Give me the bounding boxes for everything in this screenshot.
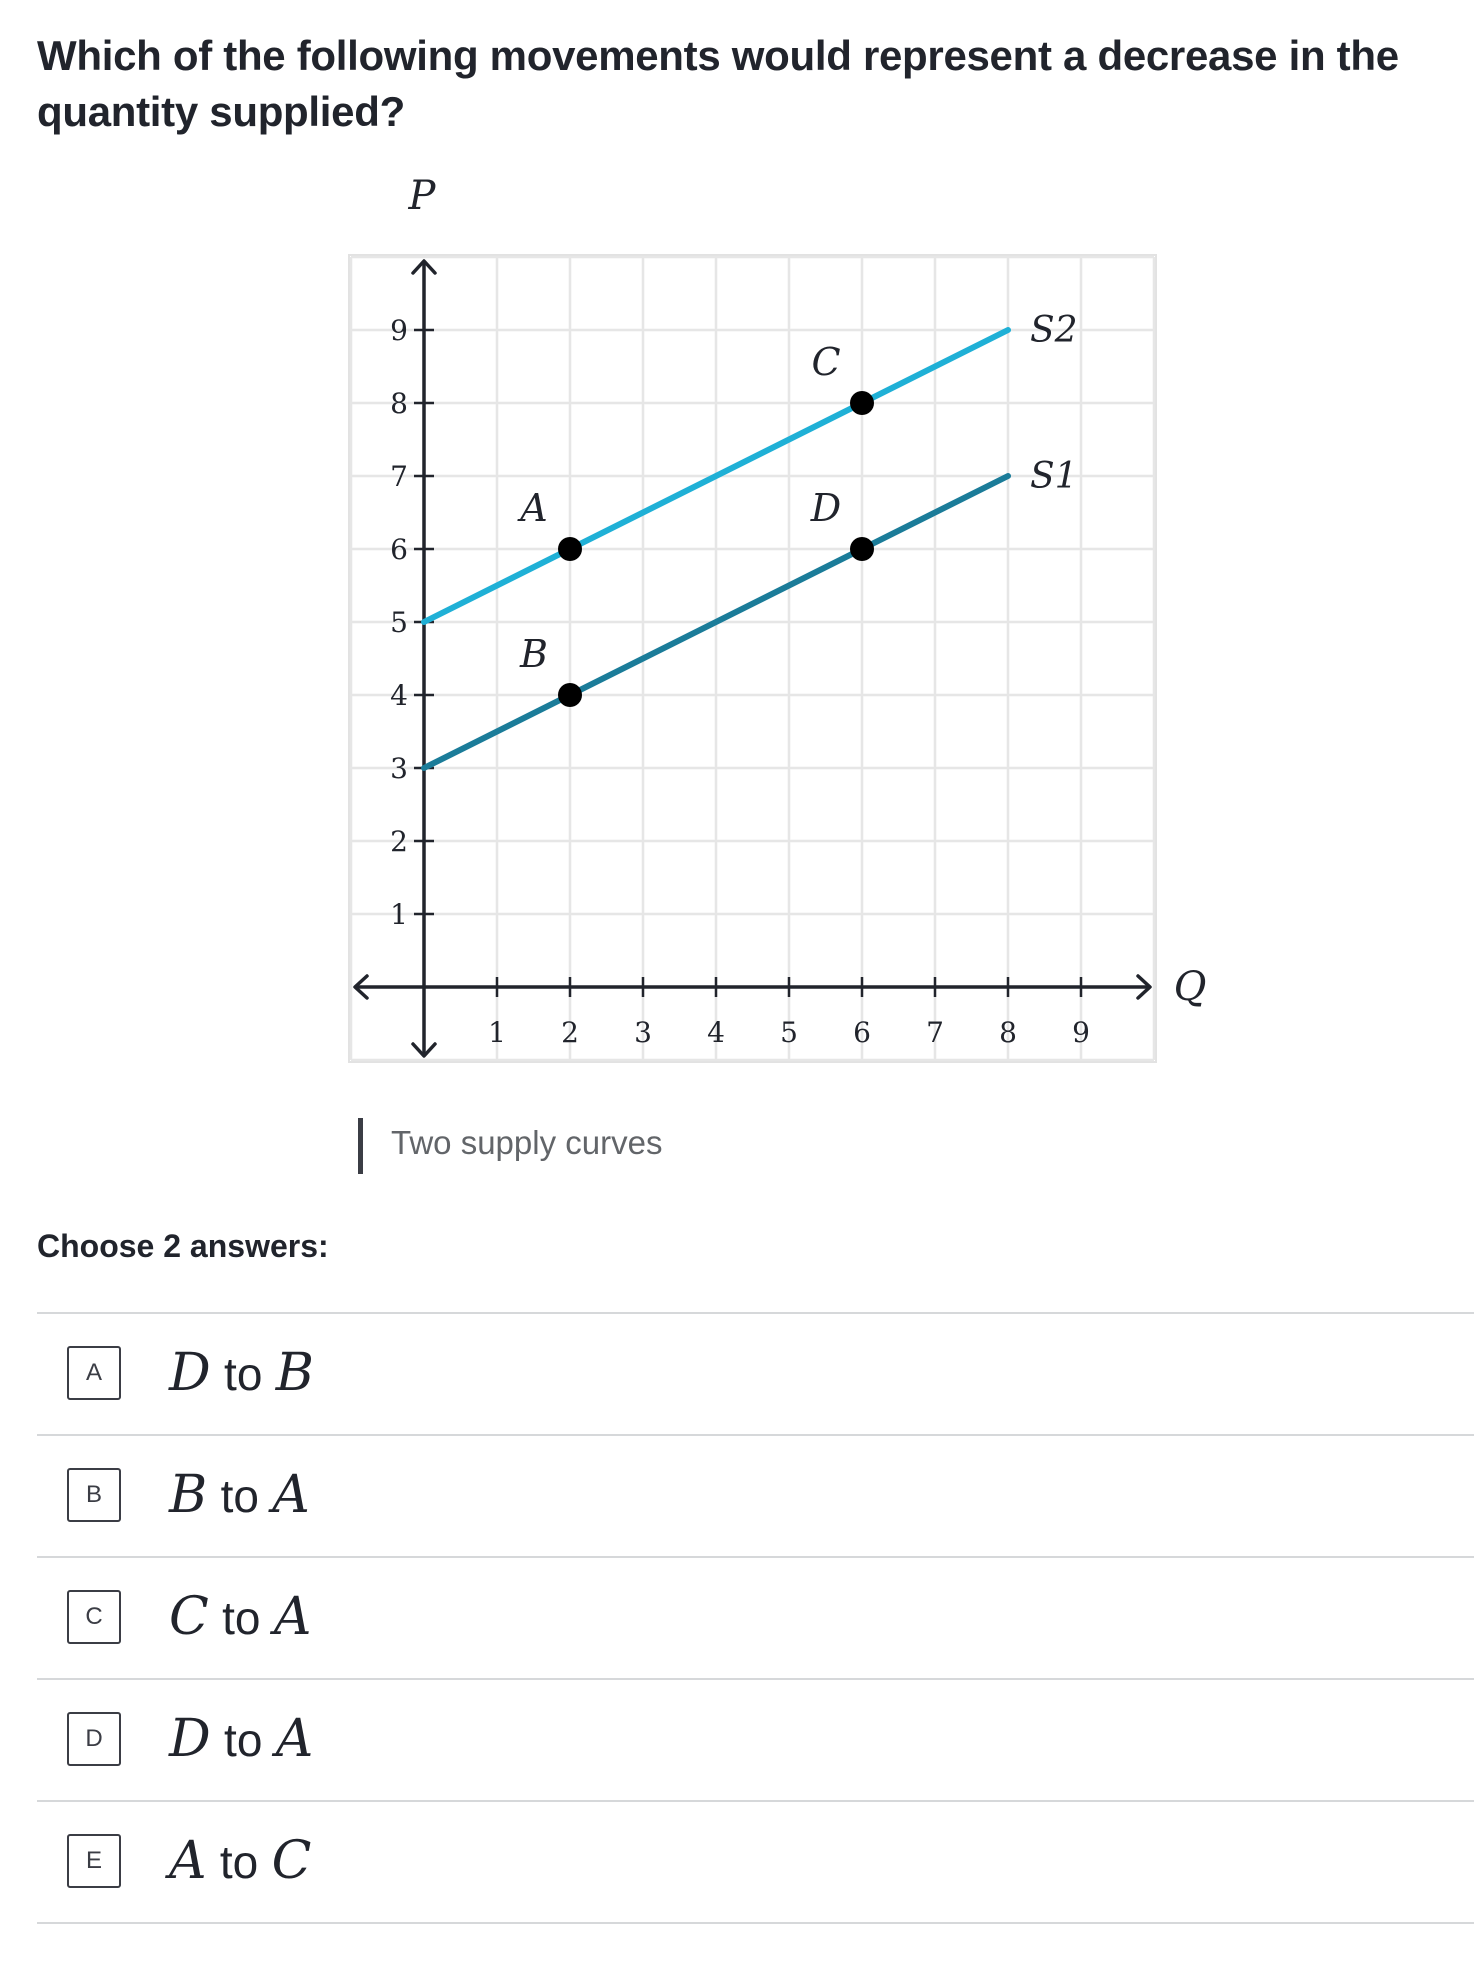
point-label-d: D	[810, 486, 842, 530]
x-tick-label: 3	[634, 1016, 652, 1049]
x-tick-label: 6	[853, 1016, 871, 1049]
x-tick-label: 4	[707, 1016, 725, 1049]
point-d	[850, 537, 874, 561]
choice-from: A	[169, 1831, 207, 1891]
choice-connector: to	[224, 1714, 263, 1766]
curve-label-s2: S2	[1030, 310, 1078, 351]
choice-b[interactable]	[37, 1434, 1474, 1556]
answer-choices	[37, 1312, 1474, 1924]
choice-label	[169, 1582, 311, 1654]
choice-letter-badge: D	[67, 1712, 121, 1766]
choice-to: A	[275, 1709, 314, 1769]
choice-label	[169, 1826, 311, 1898]
x-tick-label: 2	[561, 1016, 579, 1049]
choice-to: B	[275, 1343, 314, 1403]
x-tick-label: 5	[780, 1016, 798, 1049]
choice-from: D	[169, 1343, 211, 1403]
choice-label	[169, 1338, 314, 1410]
choice-letter-badge: A	[67, 1346, 121, 1400]
point-label-b: B	[520, 632, 548, 676]
caption-text: Two supply curves	[391, 1124, 663, 1161]
choice-from: B	[169, 1465, 208, 1525]
choice-a[interactable]	[37, 1312, 1474, 1434]
choice-from: C	[169, 1587, 209, 1647]
plot-frame	[349, 255, 1156, 1062]
instruction-text: Choose 2 answers:	[37, 1228, 329, 1264]
x-tick-label: 1	[488, 1016, 506, 1049]
x-tick-label: 7	[926, 1016, 944, 1049]
choice-to: A	[273, 1587, 312, 1647]
choice-letter-badge: E	[67, 1834, 121, 1888]
x-tick-label: 8	[999, 1016, 1017, 1049]
choice-connector: to	[224, 1348, 263, 1400]
choice-d[interactable]	[37, 1678, 1474, 1800]
choice-label	[169, 1704, 313, 1776]
figure-caption	[358, 1118, 662, 1174]
y-tick-label: 2	[390, 825, 408, 858]
point-label-c: C	[811, 340, 841, 384]
choice-c[interactable]	[37, 1556, 1474, 1678]
choice-letter-badge: C	[67, 1590, 121, 1644]
choice-letter-badge: B	[67, 1468, 121, 1522]
point-b	[558, 683, 582, 707]
choice-connector: to	[222, 1592, 261, 1644]
curve-label-s1: S1	[1030, 456, 1078, 497]
y-tick-label: 5	[390, 606, 408, 639]
y-tick-label: 3	[390, 752, 408, 785]
choice-connector: to	[220, 1470, 259, 1522]
y-tick-label: 6	[390, 533, 408, 566]
x-axis-label: Q	[1173, 964, 1207, 1010]
y-tick-label: 7	[390, 460, 408, 493]
y-tick-label: 1	[390, 898, 408, 931]
point-c	[850, 391, 874, 415]
question-text: Which of the following movements would represent a decrease in the quantity supplied?	[37, 32, 1399, 135]
y-tick-label: 9	[390, 314, 408, 347]
choice-e[interactable]	[37, 1800, 1474, 1924]
choice-label	[169, 1460, 310, 1532]
choice-to: A	[272, 1465, 310, 1525]
choice-from: D	[169, 1709, 211, 1769]
point-a	[558, 537, 582, 561]
y-tick-label: 4	[390, 679, 408, 712]
point-label-a: A	[520, 486, 548, 530]
x-tick-label: 9	[1072, 1016, 1090, 1049]
choice-to: C	[271, 1831, 312, 1891]
y-axis-label: P	[408, 173, 436, 219]
y-tick-label: 8	[390, 387, 408, 420]
choice-connector: to	[219, 1836, 259, 1888]
